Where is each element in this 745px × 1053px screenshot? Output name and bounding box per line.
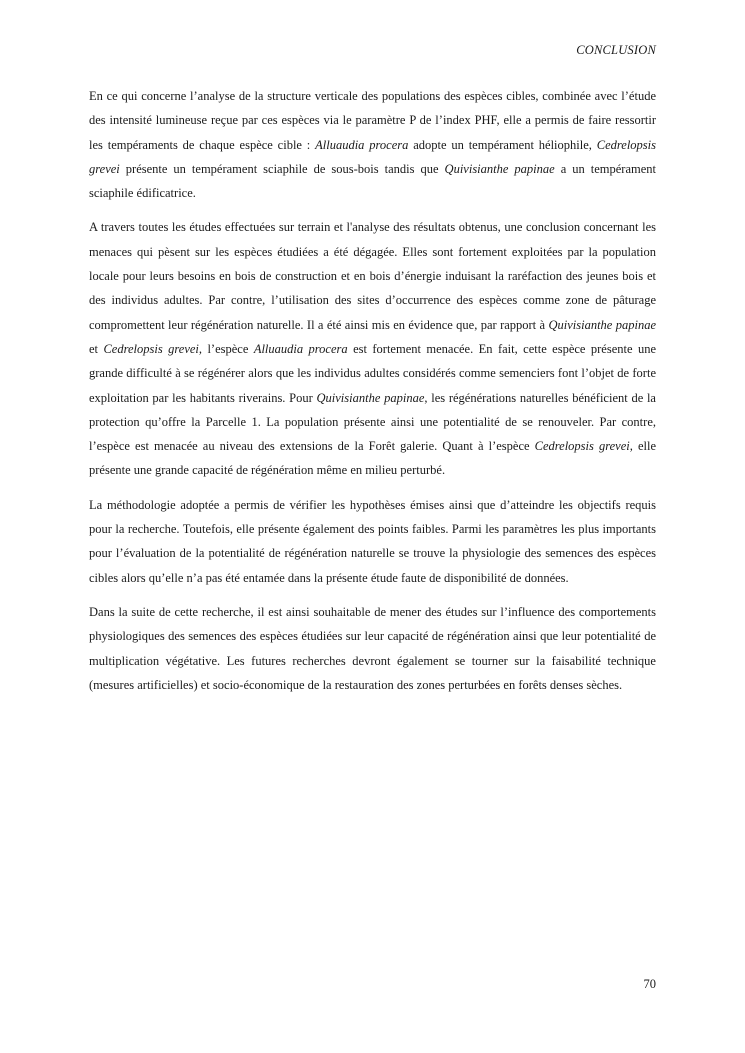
species-name: Cedrelopsis grevei, — [103, 341, 203, 356]
text-run: En ce qui concerne l’analyse de la structure verticale des populations des espèces cibles, combinée avec l’étude des intensité lumineuse reçue par ces espèces via le paramètre P de l’index PHF, elle a permis de faire ressortir les tempéraments de chaque espèce cible : — [89, 89, 656, 152]
species-name: Alluaudia procera — [253, 341, 348, 356]
text-run: adopte un tempérament héliophile, — [408, 137, 597, 152]
body-text — [89, 84, 656, 707]
text-run: , les régénérations naturelles bénéficient de la protection qu’offre la Parcelle 1. La population présente ainsi une potentialité de se renouveler. Par contre, l’espèce est menacée au niveau des extensions de la Forêt galerie. Quant à l’espèce — [89, 390, 656, 454]
species-name: Cedrelopsis grevei, — [534, 439, 633, 454]
text-run: a un tempérament sciaphile édificatrice. — [89, 161, 656, 201]
text-run: La méthodologie adoptée a permis de vérifier les hypothèses émises ainsi que d’atteindre les objectifs requis pour la recherche. Toutefois, elle présente également des points faibles. Parmi les paramètres les plus importants pour l’évaluation de la potentialité de régénération naturelle se trouve la physiologie des semences des espèces cibles alors qu’elle n’a pas été entamée dans la présente étude faute de disponibilité de données. — [89, 497, 656, 585]
running-header: CONCLUSION — [576, 43, 656, 57]
paragraph-threats — [89, 215, 656, 482]
text-run: Dans la suite de cette recherche, il est ainsi souhaitable de mener des études sur l’influence des comportements physiologiques des semences des espèces étudiées sur leur capacité de régénération ainsi que leur potentialité de multiplication végétative. Les futures recherches devront également se tourner sur la faisabilité technique (mesures artificielles) et socio-économique de la restauration des zones perturbées en forêts denses sèches. — [89, 604, 656, 692]
text-run: l’espèce — [202, 341, 254, 356]
species-name: Cedrelopsis grevei — [89, 137, 656, 176]
paragraph-temperaments — [89, 84, 656, 205]
paragraph-future-research — [89, 600, 656, 697]
text-run: A travers toutes les études effectuées sur terrain et l'analyse des résultats obtenus, une conclusion concernant les menaces qui pèsent sur les espèces étudiées a été dégagée. Elles sont fortement exploitées par la population locale pour leurs besoins en bois de construction et en bois d’énergie induisant la raréfaction des jeunes bois et des individus adultes. Par contre, l’utilisation des sites d’occurrence des espèces comme zone de pâturage compromettent leur régénération naturelle. Il a été ainsi mis en évidence que, par rapport à — [89, 220, 656, 332]
species-name: Alluaudia procera — [315, 137, 409, 152]
text-run: elle présente une grande capacité de régénération même en milieu perturbé. — [89, 439, 656, 478]
species-name: Quivisianthe papinae — [444, 161, 555, 176]
text-run: présente un tempérament sciaphile de sous-bois tandis que — [119, 161, 445, 176]
species-name: Quivisianthe papinae — [316, 390, 425, 405]
text-run: et — [89, 341, 104, 356]
species-name: Quivisianthe papinae — [548, 317, 656, 332]
page-number: 70 — [643, 977, 656, 991]
text-run: est fortement menacée. En fait, cette espèce présente une grande difficulté à se régénérer alors que les individus adultes considérés comme semenciers font l’objet de forte exploitation par les habitants riverains. Pour — [89, 341, 656, 405]
paragraph-methodology — [89, 493, 656, 590]
